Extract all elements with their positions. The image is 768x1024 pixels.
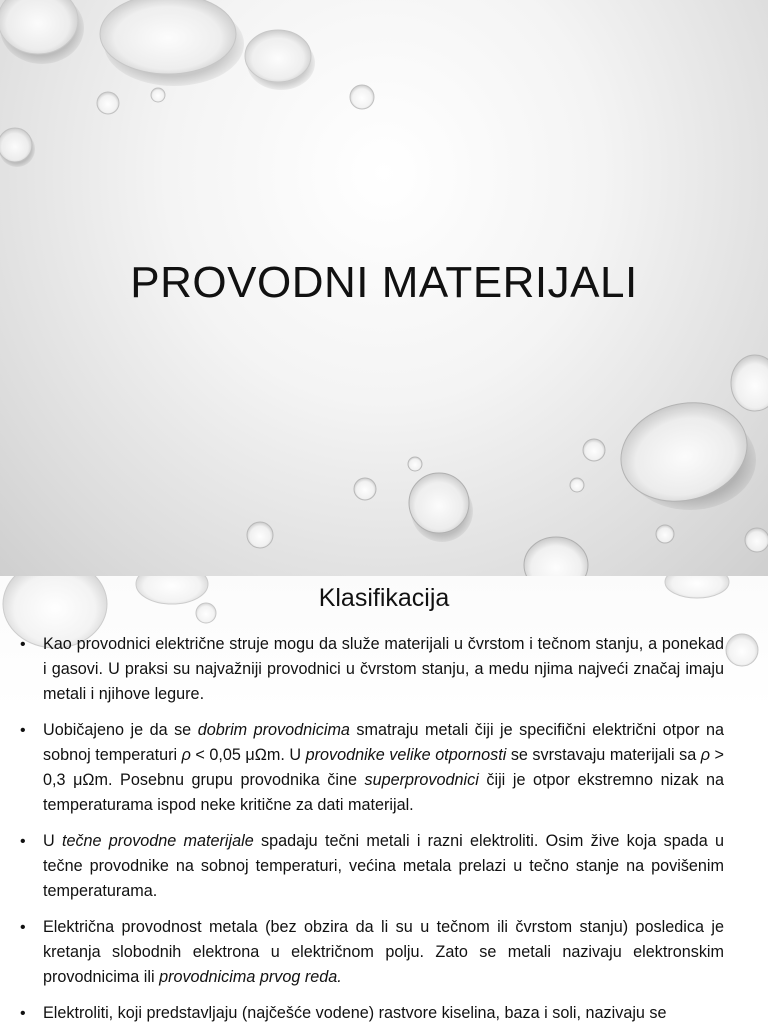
bullet-text: spadaju tečni metali i razni elektroliti. Osim žive koja spada u tečne provodnike na sobnoj temperaturi, većina metala prelazi u tečno stanje na povišenim temperaturama. bbox=[43, 832, 724, 900]
bullet-text: Uobičajeno je da se bbox=[43, 721, 198, 739]
emphasis-text: ρ bbox=[181, 746, 191, 764]
bullet-text: < 0,05 μΩm. U bbox=[190, 746, 306, 764]
content-slide bbox=[0, 576, 768, 1024]
bullet-item bbox=[18, 1001, 724, 1024]
bullet-text: se svrstavaju materijali sa bbox=[506, 746, 701, 764]
emphasis-text: ρ bbox=[700, 746, 711, 764]
bullet-text: > 0,3 μΩm. Posebnu grupu provodnika čine bbox=[43, 746, 724, 789]
slide-title: PROVODNI MATERIJALI bbox=[130, 258, 638, 307]
emphasis-text: provodnike velike otpornosti bbox=[305, 746, 507, 764]
bullet-text: Kao provodnici električne struje mogu da služe materijali u čvrstom i tečnom stanju, a ponekad i gasovi. U praksi su najvažniji provodnici u čvrstom stanju, a medu njima najveći značaj imaju metali i njihove legure. bbox=[43, 635, 724, 703]
bullet-dot-icon: • bbox=[20, 1005, 26, 1022]
drop-cluster-bottom-right bbox=[247, 355, 768, 576]
bullet-text: Električna provodnost metala (bez obzira da li su u tečnom ili čvrstom stanju) posledica je kretanja slobodnih elektrona u električnom polju. Zato se metali nazivaju elektronskim provodnicima ili bbox=[43, 918, 724, 986]
bullet-item bbox=[18, 718, 724, 818]
bullet-item bbox=[18, 632, 724, 707]
bullet-dot-icon: • bbox=[20, 636, 26, 653]
drop-cluster-top-left bbox=[0, 0, 374, 167]
bullet-item bbox=[18, 915, 724, 990]
emphasis-text: tečne provodne materijale bbox=[61, 832, 254, 850]
bullet-text: čiji je otpor ekstremno nizak na temperaturama ispod neke kritične za dati materijal. bbox=[43, 771, 725, 814]
bullet-list bbox=[18, 632, 724, 1024]
bullet-item bbox=[18, 829, 724, 904]
emphasis-text: dobrim provodnicima bbox=[197, 721, 350, 739]
bullet-dot-icon: • bbox=[20, 722, 26, 739]
emphasis-text: provodnicima prvog reda. bbox=[159, 968, 342, 986]
bullet-dot-icon: • bbox=[20, 919, 26, 936]
bullet-dot-icon: • bbox=[20, 833, 26, 850]
emphasis-text: superprovodnici bbox=[364, 771, 479, 789]
bullet-text: smatraju metali čiji je specifični električni otpor na sobnoj temperaturi bbox=[43, 721, 724, 764]
bullet-text: Elektroliti, koji predstavljaju (najčešće vodene) rastvore kiselina, baza i soli, nazivaju se bbox=[43, 1004, 667, 1022]
section-heading: Klasifikacija bbox=[318, 584, 450, 612]
bullet-text: U bbox=[43, 832, 62, 850]
